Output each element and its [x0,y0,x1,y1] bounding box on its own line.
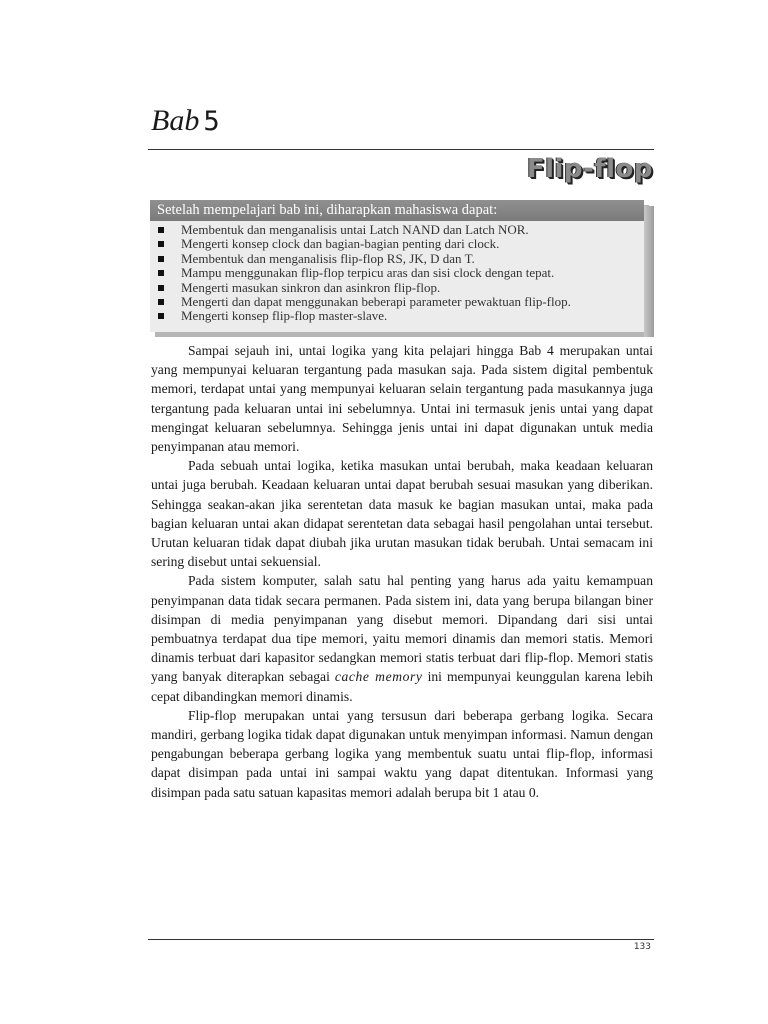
objectives-list [150,223,644,324]
paragraph-3: Pada sistem komputer, salah satu hal penting yang harus ada yaitu kemampuan penyimpanan data tidak secara permanen. Pada sistem ini, data yang berupa bilangan biner disimpan di media penyimpanan yang disebut memori. Dipandang dari sisi untai pembuatnya terdapat dua tipe memori, yaitu memori dinamis dan memori statis. Memori dinamis terbuat dari kapasitor sedangkan memori statis terbuat dari flip-flop. Memori statis yang banyak diterapkan sebagai cache memory ini mempunyai keunggulan karena lebih cepat dibandingkan memori dinamis. [151,573,653,704]
bullet-square-icon [158,227,164,233]
footer-rule [148,939,654,940]
objective-item: Mengerti masukan sinkron dan asinkron flip-flop. [158,281,644,295]
chapter-number: 5 [203,106,220,137]
page-number: 133 [633,942,651,952]
objectives-box [150,200,644,332]
bullet-square-icon [158,313,164,319]
section-title: Flip-flop [526,154,653,184]
paragraph-1: Sampai sejauh ini, untai logika yang kita pelajari hingga Bab 4 merupakan untai yang mempunyai keluaran tergantung pada masukan saja. Pada sistem digital pembentuk memori, terdapat untai yang mempunyai keluaran selain tergantung pada masukannya juga tergantung pada keluaran untai ini sebelumnya. Untai ini termasuk jenis untai yang dapat mengingat keluaran sebelumnya. Sehingga jenis untai ini dapat digunakan untuk media penyimpanan atau memori. [151,343,653,455]
objectives-heading: Setelah mempelajari bab ini, diharapkan mahasiswa dapat: [150,200,644,221]
bullet-square-icon [158,299,164,305]
objective-item: Membentuk dan menganalisis untai Latch NAND dan Latch NOR. [158,223,644,237]
chapter-heading [151,104,220,138]
bullet-square-icon [158,285,164,291]
objective-item: Mengerti konsep clock dan bagian-bagian penting dari clock. [158,237,644,251]
bullet-square-icon [158,241,164,247]
objective-item: Mampu menggunakan flip-flop terpicu aras dan sisi clock dengan tepat. [158,266,644,280]
objective-item: Mengerti konsep flip-flop master-slave. [158,309,644,323]
paragraph-2: Pada sebuah untai logika, ketika masukan untai berubah, maka keadaan keluaran untai juga berubah. Keadaan keluaran untai dapat berubah sesuai masukan yang diberikan. Sehingga seakan-akan jika serentetan data masuk ke bagian masukan untai, maka pada bagian keluaran untai akan didapat serentetan data sebagai hasil pengolahan untai tersebut. Urutan keluaran tidak dapat diubah jika urutan masukan tidak berubah. Untai semacam ini sering disebut untai sekuensial. [151,458,653,570]
objective-item: Mengerti dan dapat menggunakan beberapi parameter pewaktuan flip-flop. [158,295,644,309]
cache-memory-term: cache memory [334,669,423,685]
bullet-square-icon [158,256,164,262]
bullet-square-icon [158,270,164,276]
objective-item: Membentuk dan menganalisis flip-flop RS, JK, D dan T. [158,252,644,266]
chapter-label: Bab [151,104,200,137]
header-rule [148,149,654,150]
body-text [151,341,653,802]
paragraph-4: Flip-flop merupakan untai yang tersusun dari beberapa gerbang logika. Secara mandiri, gerbang logika tidak dapat digunakan untuk menyimpan informasi. Namun dengan pengabungan beberapa gerbang logika yang membentuk suatu untai flip-flop, informasi dapat disimpan pada untai ini sampai waktu yang dapat ditentukan. Informasi yang disimpan pada satu satuan kapasitas memori adalah berupa bit 1 atau 0. [151,707,653,800]
